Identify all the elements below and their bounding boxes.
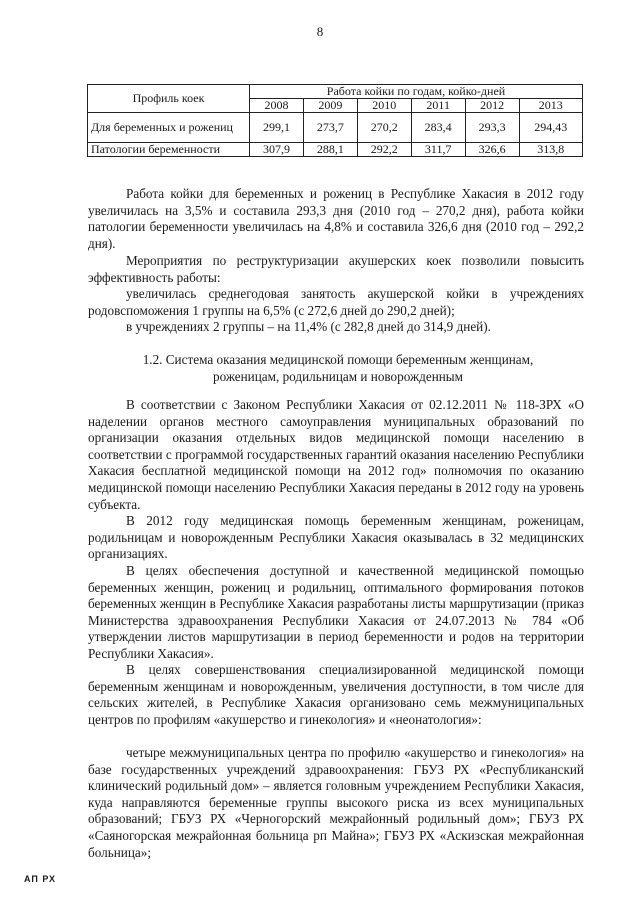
table-row <box>88 113 583 143</box>
page-number: 8 <box>316 24 324 39</box>
cell: 299,1 <box>250 113 304 143</box>
paragraph-group1: увеличилась среднегодовая занятость акушерской койки в учреждениях родовспоможения 1 группы на 6,5% (с 272,6 дней до 290,2 дней); <box>88 286 584 318</box>
year-2009: 2009 <box>303 99 357 113</box>
paragraph-obstetrics-centers: четыре межмуниципальных центра по профилю «акушерство и гинекология» на базе государственных учреждений здравоохранения: ГБУЗ РХ «Республиканский клинический родильный дом» – является головным учреждением Республики Хакасия, куда направляются беременные группы высокого риска из всех муниципальных образований; ГБУЗ РХ «Черногорский межрайонный родильный дом»; ГБУЗ РХ «Саяногорская межрайонная больница рп Майна»; ГБУЗ РХ «Аскизская межрайонная больница»; <box>88 745 584 860</box>
cell: 288,1 <box>303 143 357 157</box>
bed-work-table <box>87 84 583 157</box>
paragraph-organizations: В 2012 году медицинская помощь беременным женщинам, роженицам, родильницам и новорожденным Республики Хакасия оказывалась в 32 медицинских организациях. <box>88 513 584 562</box>
year-2008: 2008 <box>250 99 304 113</box>
year-2013: 2013 <box>519 99 582 113</box>
cell: 326,6 <box>465 143 519 157</box>
paragraph-centers: В целях совершенствования специализированной медицинской помощи беременным женщинам и новорожденным, увеличения доступности, в том числе для сельских жителей, в Республике Хакасия организовано семь межмуниципальных центров по профилям «акушерство и гинекология» и «неонатология»: <box>88 662 584 727</box>
cell: 293,3 <box>465 113 519 143</box>
row-label: Патологии беременности <box>88 143 250 157</box>
cell: 311,7 <box>411 143 465 157</box>
row-label: Для беременных и рожениц <box>88 113 250 143</box>
cell: 273,7 <box>303 113 357 143</box>
cell: 307,9 <box>250 143 304 157</box>
table-row <box>88 143 583 157</box>
year-2011: 2011 <box>411 99 465 113</box>
paragraph-bed-work: Работа койки для беременных и рожениц в Республике Хакасия в 2012 году увеличилась на 3,5% и составила 293,3 дня (2010 год – 270,2 дня), работа койки патологии беременности увеличилась на 4,8% и составила 326,6 дня (2010 год – 292,2 дня). <box>88 186 584 251</box>
section-heading: 1.2. Система оказания медицинской помощи беременным женщинам, роженицам, родильницам и новорожденным <box>142 352 534 384</box>
year-2010: 2010 <box>357 99 411 113</box>
year-2012: 2012 <box>465 99 519 113</box>
cell: 294,43 <box>519 113 582 143</box>
cell: 292,2 <box>357 143 411 157</box>
cell: 313,8 <box>519 143 582 157</box>
paragraph-routing: В целях обеспечения доступной и качественной медицинской помощью беременных женщин, рожениц и родильниц, оптимального формирования потоков беременных женщин в Республике Хакасия разработаны листы маршрутизации (приказ Министерства здравоохранения Республики Хакасия от 24.07.2013 № 784 «Об утверждении листов маршрутизации в период беременности и родов на территории Республики Хакасия». <box>88 563 584 661</box>
paragraph-measures: Мероприятия по реструктуризации акушерских коек позволили повысить эффективность работы: <box>88 253 584 285</box>
profile-header: Профиль коек <box>88 85 250 113</box>
cell: 283,4 <box>411 113 465 143</box>
work-header: Работа койки по годам, койко-дней <box>250 85 583 99</box>
paragraph-law: В соответствии с Законом Республики Хакасия от 02.12.2011 № 118-ЗРХ «О наделении органов местного самоуправления муниципальных образований по организации оказания отдельных видов медицинской помощи населению в соответствии с программой государственных гарантий оказания населению Республики Хакасия бесплатной медицинской помощи на 2012 год» полномочия по оказанию медицинской помощи населению Республики Хакасия переданы в 2012 году на уровень субъекта. <box>88 397 584 512</box>
table-header-row <box>88 85 583 99</box>
paragraph-group2: в учреждениях 2 группы – на 11,4% (с 282,8 дней до 314,9 дней). <box>126 319 491 334</box>
cell: 270,2 <box>357 113 411 143</box>
footer-mark: АП РХ <box>24 874 57 884</box>
